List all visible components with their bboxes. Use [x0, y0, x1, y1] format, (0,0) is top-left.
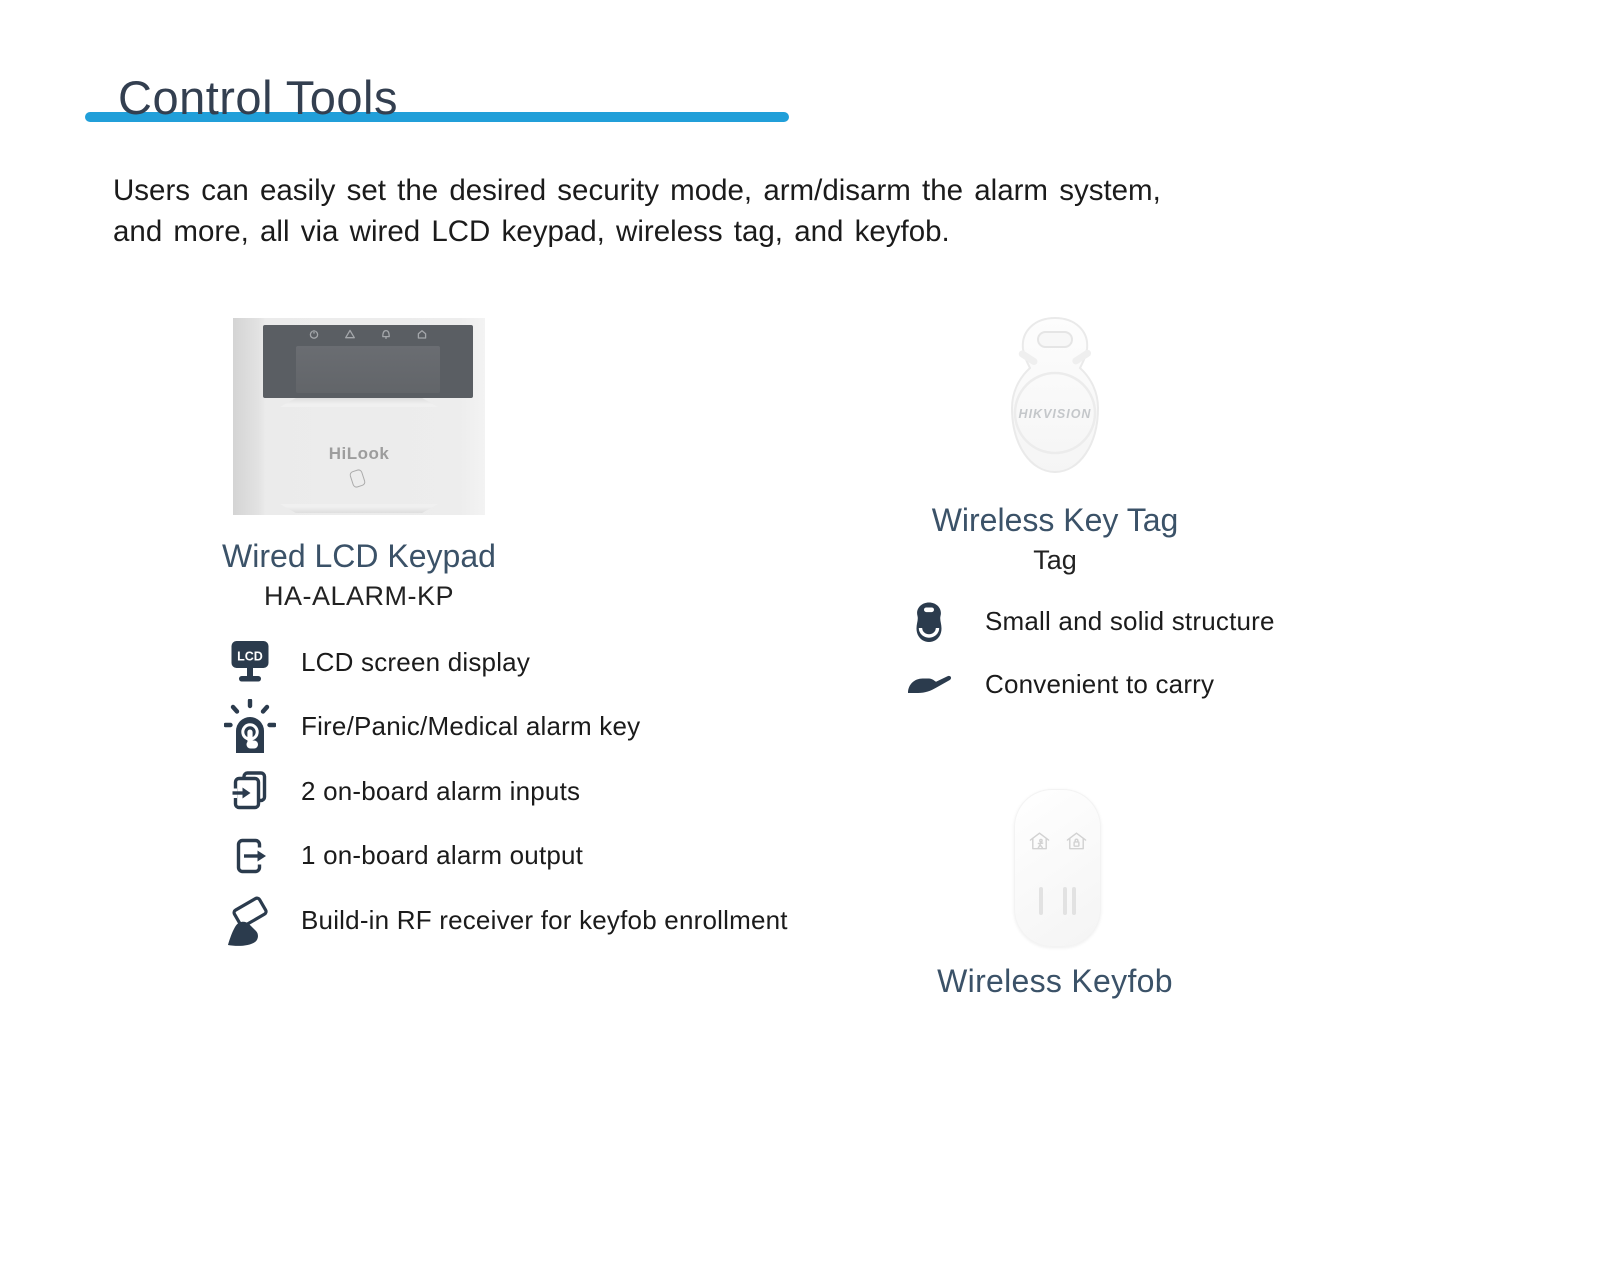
keyfob-button-marks	[1014, 887, 1101, 915]
key-tag-icon	[912, 601, 946, 643]
double-bar-mark	[1063, 887, 1076, 915]
key-tag-feature-list	[903, 590, 1275, 716]
keypad-top-notch	[280, 398, 438, 407]
keypad-product-image	[233, 318, 485, 515]
feature-row	[223, 759, 788, 824]
svg-text:LCD: LCD	[237, 649, 263, 664]
keypad-lcd-screen	[296, 346, 440, 393]
intro-line-1: Users can easily set the desired security mode, arm/disarm the alarm system,	[113, 174, 1161, 207]
keyfob-button-icons	[1014, 831, 1101, 851]
power-icon	[309, 329, 319, 339]
alarm-inputs-icon	[231, 770, 269, 812]
feature-icon-box	[223, 835, 277, 877]
carry-hand-icon	[905, 672, 953, 698]
emergency-alarm-key-icon	[224, 699, 276, 755]
feature-label: 1 on-board alarm output	[301, 840, 584, 871]
feature-row	[903, 590, 1275, 653]
key-tag-brand-logo: HIKVISION	[1018, 407, 1092, 421]
lcd-screen-icon	[230, 639, 270, 685]
feature-icon-box	[903, 672, 955, 698]
feature-row	[223, 888, 788, 953]
keypad-brand-logo: HiLook	[328, 444, 390, 463]
key-tag-subtitle: Tag	[1033, 545, 1077, 575]
bell-icon	[381, 329, 391, 339]
keypad-led-row	[263, 329, 473, 339]
feature-icon-box	[223, 699, 277, 755]
key-tag-product-name: Wireless Key Tag	[931, 502, 1179, 538]
feature-label: Small and solid structure	[985, 606, 1275, 636]
feature-label: 2 on-board alarm inputs	[301, 775, 581, 806]
feature-icon-box	[903, 601, 955, 643]
feature-icon-box	[223, 770, 277, 812]
alarm-output-icon	[232, 835, 268, 877]
key-tag-product-image	[993, 315, 1117, 481]
warning-triangle-icon	[345, 329, 355, 339]
keypad-model-number: HA-ALARM-KP	[263, 581, 455, 611]
feature-icon-box	[223, 894, 277, 946]
stay-arm-house-icon	[1065, 831, 1088, 851]
keypad-bottom-notch	[280, 504, 438, 513]
away-arm-house-icon	[1028, 831, 1051, 851]
card-swipe-icon	[349, 468, 367, 488]
keypad-product-name: Wired LCD Keypad	[222, 538, 496, 574]
feature-label: Build-in RF receiver for keyfob enrollment	[301, 904, 788, 935]
keyfob-product-name: Wireless Keyfob	[937, 963, 1173, 999]
home-icon	[417, 329, 427, 339]
page-title: Control Tools	[118, 71, 398, 124]
feature-row	[223, 824, 788, 889]
keyfob-product-image	[1014, 789, 1101, 947]
keypad-display-panel	[263, 325, 473, 398]
single-bar-mark	[1039, 887, 1043, 915]
feature-icon-box	[223, 639, 277, 685]
rf-receiver-icon	[226, 894, 274, 946]
feature-label: Convenient to carry	[985, 669, 1215, 699]
feature-row	[223, 630, 788, 695]
intro-line-2: and more, all via wired LCD keypad, wireless tag, and keyfob.	[113, 215, 950, 248]
intro-paragraph	[113, 170, 1343, 252]
feature-label: Fire/Panic/Medical alarm key	[301, 711, 641, 742]
key-tag-hole	[1038, 332, 1072, 347]
feature-row	[223, 695, 788, 760]
feature-row	[903, 653, 1275, 716]
keypad-feature-list	[223, 630, 788, 953]
feature-label: LCD screen display	[301, 646, 531, 677]
